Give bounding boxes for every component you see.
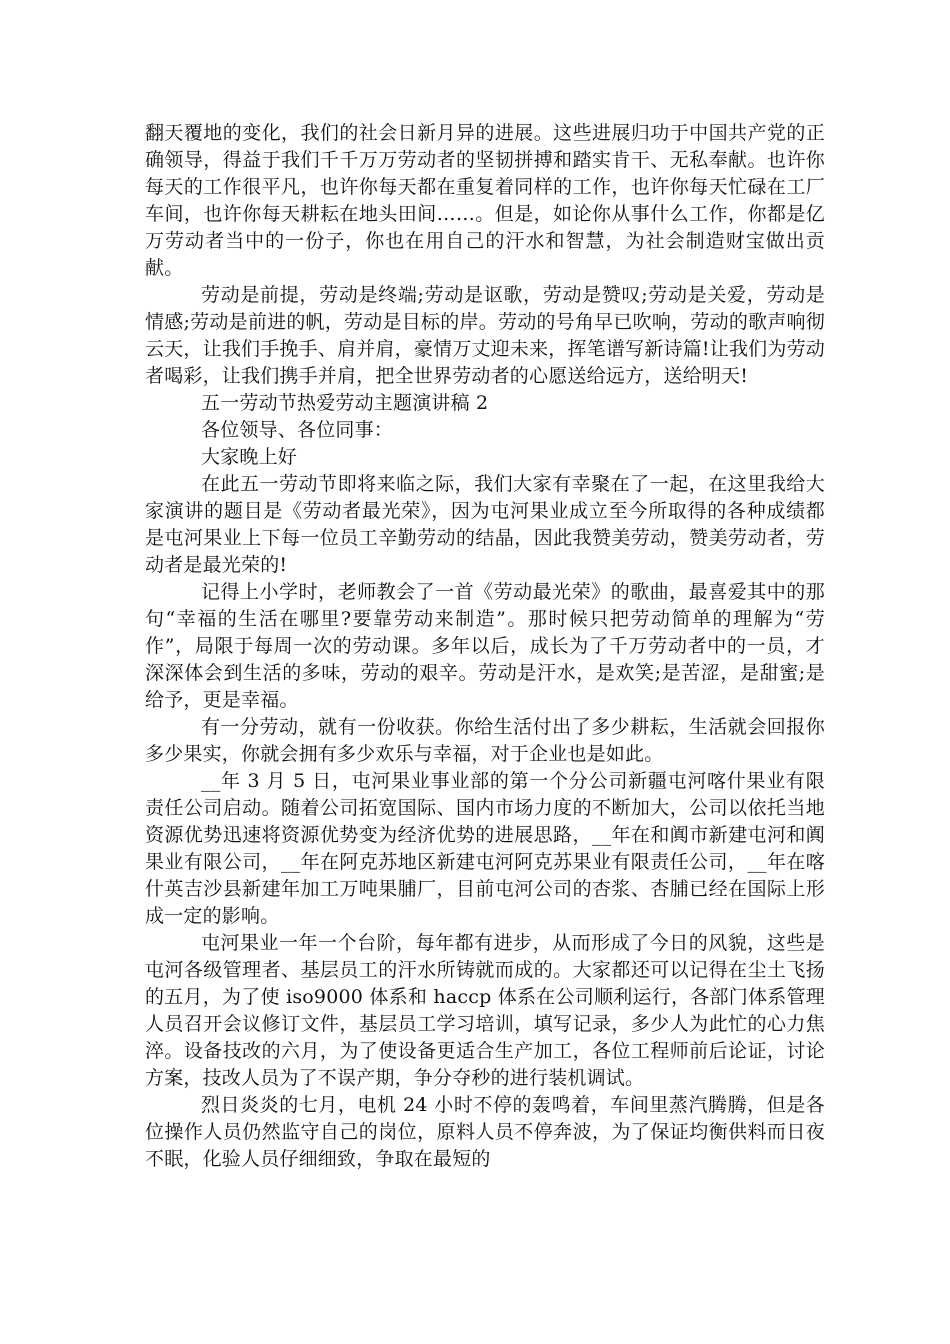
paragraph: 劳动是前提，劳动是终端;劳动是讴歌，劳动是赞叹;劳动是关爱，劳动是情感;劳动是前进的帆，劳动是目标的岸。劳动的号角早已吹响，劳动的歌声响彻云天，让我们手挽手、肩并肩，豪情万丈迎未来，挥笔谱写新诗篇!让我们为劳动者喝彩，让我们携手并肩，把全世界劳动者的心愿送给远方，送给明天! xyxy=(145,284,825,387)
paragraph: 在此五一劳动节即将来临之际，我们大家有幸聚在了一起，在这里我给大家演讲的题目是《劳动者最光荣》，因为屯河果业成立至今所取得的各种成绩都是屯河果业上下每一位员工辛勤劳动的结晶，因此我赞美劳动，赞美劳动者，劳动者是最光荣的! xyxy=(145,473,825,576)
paragraph: 烈日炎炎的七月，电机 24 小时不停的轰鸣着，车间里蒸汽腾腾，但是各位操作人员仍然监守自己的岗位，原料人员不停奔波，为了保证均衡供料而日夜不眠，化验人员仔细细致，争取在最短的 xyxy=(145,1094,825,1170)
paragraph: __年 3 月 5 日，屯河果业事业部的第一个分公司新疆屯河喀什果业有限责任公司启动。随着公司拓宽国际、国内市场力度的不断加大，公司以依托当地资源优势迅速将资源优势变为经济优势的进展思路，__年在和阗市新建屯河和阗果业有限公司，__年在阿克苏地区新建屯河阿克苏果业有限责任公司，__年在喀什英吉沙县新建年加工万吨果脯厂，目前屯河公司的杏浆、杏脯已经在国际上形成一定的影响。 xyxy=(145,770,825,927)
paragraph: 记得上小学时，老师教会了一首《劳动最光荣》的歌曲，最喜爱其中的那句“幸福的生活在哪里?要靠劳动来制造”。那时候只把劳动简单的理解为“劳作”，局限于每周一次的劳动课。多年以后，成长为了千万劳动者中的一员，才深深体会到生活的多味，劳动的艰辛。劳动是汗水，是欢笑;是苦涩，是甜蜜;是给予，更是幸福。 xyxy=(145,581,825,711)
document-body xyxy=(145,120,825,1173)
paragraph: 屯河果业一年一个台阶，每年都有进步，从而形成了今日的风貌，这些是屯河各级管理者、基层员工的汗水所铸就而成的。大家都还可以记得在尘土飞扬的五月，为了使 iso9000 体系和 haccp 体系在公司顺利运行，各部门体系管理人员召开会议修订文件，基层员工学习培训，填写记录，多少人为此忙的心力焦淬。设备技改的六月，为了使设备更适合生产加工，各位工程师前后论证，讨论方案，技改人员为了不误产期，争分夺秒的进行装机调试。 xyxy=(145,932,825,1089)
greeting: 大家晚上好 xyxy=(201,446,298,468)
paragraph: 有一分劳动，就有一份收获。你给生活付出了多少耕耘，生活就会回报你多少果实，你就会拥有多少欢乐与幸福，对于企业也是如此。 xyxy=(145,716,825,765)
salutation: 各位领导、各位同事： xyxy=(201,419,394,441)
section-heading: 五一劳动节热爱劳动主题演讲稿 2 xyxy=(201,392,489,414)
paragraph-continuation: 翻天覆地的变化，我们的社会日新月异的进展。这些进展归功于中国共产党的正确领导，得益于我们千千万万劳动者的坚韧拼搏和踏实肯干、无私奉献。也许你每天的工作很平凡，也许你每天都在重复着同样的工作，也许你每天忙碌在工厂车间，也许你每天耕耘在地头田间……。但是，如论你从事什么工作，你都是亿万劳动者当中的一份子，你也在用自己的汗水和智慧，为社会制造财宝做出贡献。 xyxy=(145,122,825,279)
